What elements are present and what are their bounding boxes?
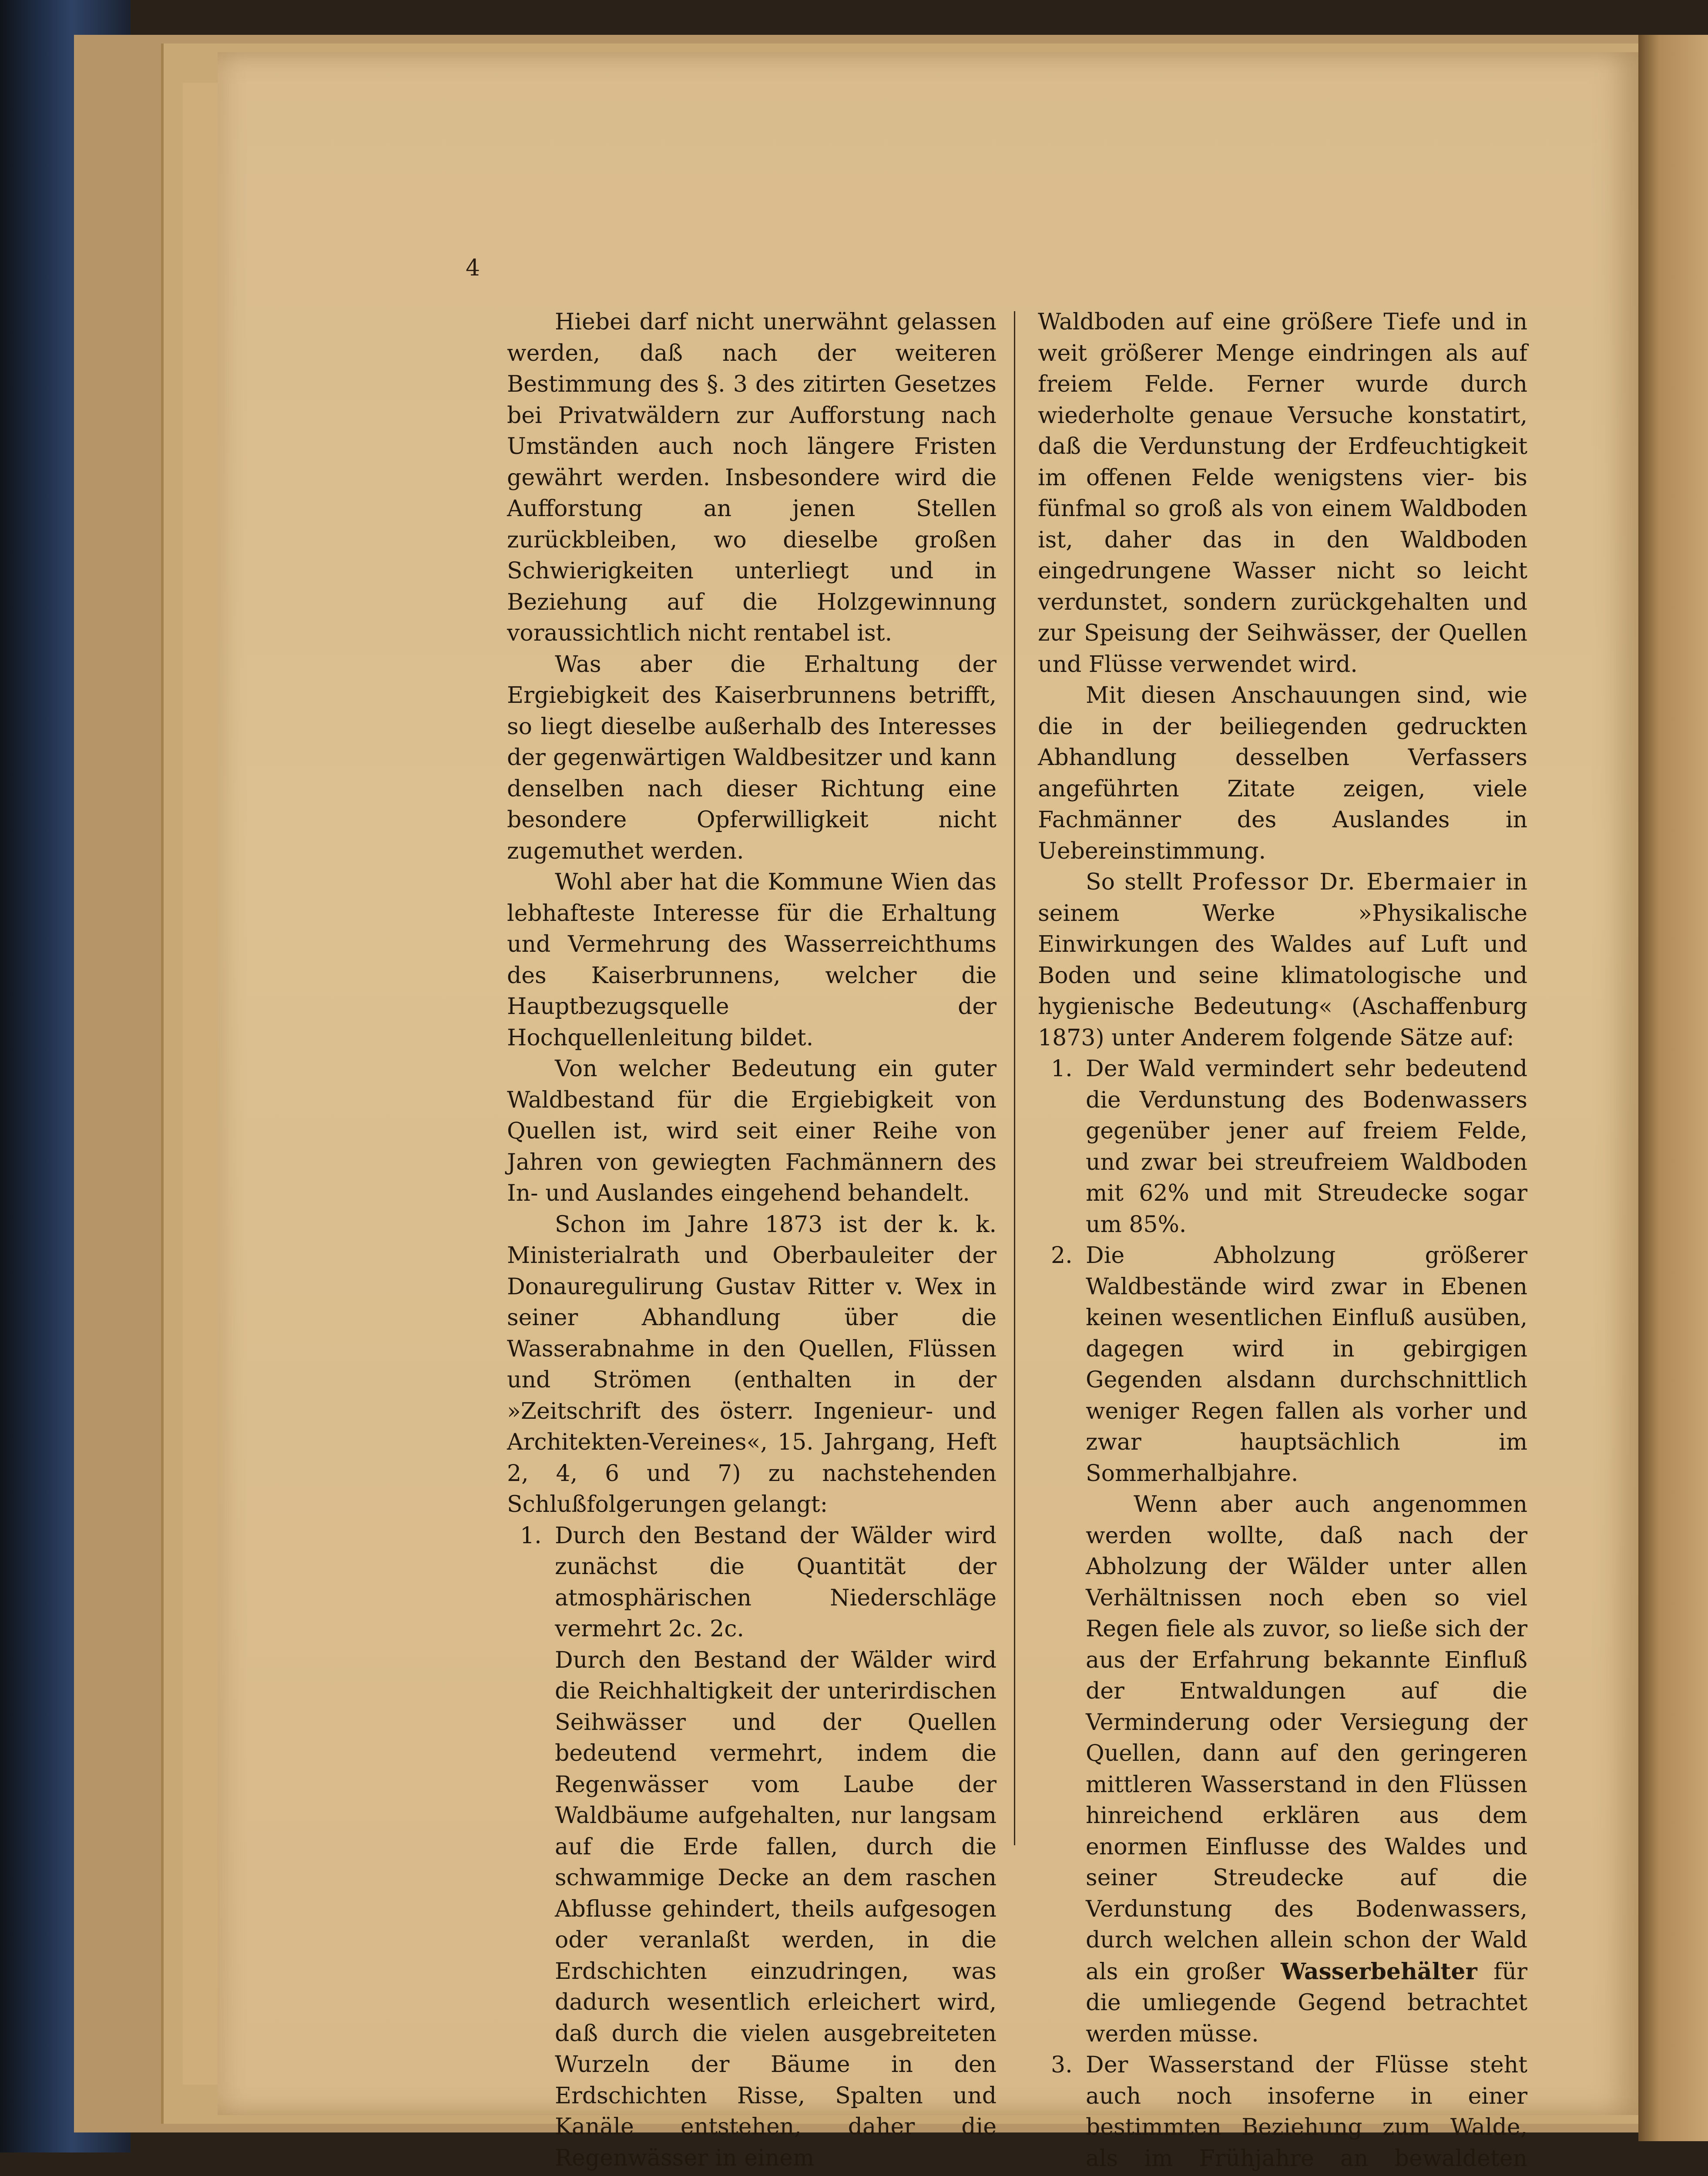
paragraph: Mit diesen Anschauungen sind, wie die in der beiliegenden gedruckten Abhandlung desselben Verfassers angeführten Zitate zeigen, viele Fachmänner des Auslandes in Uebereinstimmung. (1038, 682, 1527, 864)
list-item (1038, 1054, 1527, 1240)
paragraph (1038, 867, 1527, 1054)
paragraph: Wohl aber hat die Kommune Wien das lebhafteste Interesse für die Erhaltung und Vermehrung des Wasserreichthums des Kaiserbrunnens, welcher die Hauptbezugsquelle der Hochquellenleitung bildet. (507, 869, 997, 1051)
right-column (1038, 307, 1527, 2176)
list-item-text: Die Abholzung größerer Waldbestände wird zwar in Ebenen keinen wesentlichen Einfluß ausüben, dagegen wird in gebirgigen Gegenden alsdann durchschnittlich weniger Regen fallen als vorher und zwar hauptsächlich im Sommerhalbjahre. (1086, 1242, 1527, 1487)
emphasis-text: Wasserbehälter (1280, 1958, 1477, 1985)
list-item-number: 1. (520, 1522, 542, 1549)
text-run: So stellt (1086, 869, 1192, 895)
list-item (507, 1521, 997, 1645)
paragraph: Hiebei darf nicht unerwähnt gelassen werden, daß nach der weiteren Bestimmung des §. 3 des zitirten Gesetzes bei Privatwäldern zur Aufforstung nach Umständen auch noch längere Fristen gewährt werden. Insbesondere wird die Aufforstung an jenen Stellen zurückbleiben, wo dieselbe großen Schwierigkeiten unterliegt und in Beziehung auf die Holzgewinnung voraussichtlich nicht rentabel ist. (507, 309, 997, 646)
list-item (1038, 1240, 1527, 1489)
list-item-text: Durch den Bestand der Wälder wird zunächst die Quantität der atmosphärischen Niederschläge vermehrt 2c. 2c. (555, 1522, 997, 1642)
paragraph: Waldboden auf eine größere Tiefe und in weit größerer Menge eindringen als auf freiem Felde. Ferner wurde durch wiederholte genaue Versuche konstatirt, daß die Verdunstung der Erdfeuchtigkeit im offenen Felde wenigstens vier- bis fünfmal so groß als von einem Waldboden ist, daher das in den Waldboden eingedrungene Wasser nicht so leicht verdunstet, sondern zurückgehalten und zur Speisung der Seihwässer, der Quellen und Flüsse verwendet wird. (1038, 309, 1527, 678)
author-name: Professor Dr. Ebermaier (1192, 869, 1496, 895)
list-item-number: 2. (1051, 1242, 1073, 1269)
list-item-continuation (507, 1645, 997, 2174)
page-number: 4 (466, 255, 480, 281)
column-divider (1014, 311, 1015, 1845)
list-item-number: 3. (1051, 2052, 1073, 2078)
list-item (1038, 2050, 1527, 2176)
paragraph (1086, 1489, 1527, 2050)
left-column (507, 307, 997, 2174)
paragraph: Von welcher Bedeutung ein guter Waldbestand für die Ergiebigkeit von Quellen ist, wird seit einer Reihe von Jahren von gewiegten Fachmännern des In- und Auslandes eingehend behandelt. (507, 1056, 997, 1206)
list-item-continuation (1038, 1489, 1527, 2050)
paragraph: Schon im Jahre 1873 ist der k. k. Ministerialrath und Oberbauleiter der Donauregulirung Gustav Ritter v. Wex in seiner Abhandlung über die Wasserabnahme in den Quellen, Flüssen und Strömen (enthalten in der »Zeitschrift des österr. Ingenieur- und Architekten-Vereines«, 15. Jahrgang, Heft 2, 4, 6 und 7) zu nachstehenden Schlußfolgerungen gelangt: (507, 1211, 997, 1518)
text-run: für die umliegende Gegend betrachtet werden müsse. (1086, 1958, 1527, 2047)
text-run: in seinem Werke »Physikalische Einwirkungen des Waldes auf Luft und Boden und seine klimatologische und hygienische Bedeutung« (Aschaffenburg 1873) unter Anderem folgende Sätze auf: (1038, 869, 1527, 1051)
facing-page-edge (1638, 35, 1708, 2141)
list-item-text: Der Wald vermindert sehr bedeutend die Verdunstung des Bodenwassers gegenüber jener auf freiem Felde, und zwar bei streufreiem Waldboden mit 62% und mit Streudecke sogar um 85%. (1086, 1056, 1527, 1238)
paragraph: Durch den Bestand der Wälder wird die Reichhaltigkeit der unterirdischen Seihwässer und der Quellen bedeutend vermehrt, indem die Regenwässer vom Laube der Waldbäume aufgehalten, nur langsam auf die Erde fallen, durch die schwammige Decke an dem raschen Abflusse gehindert, theils aufgesogen oder veranlaßt werden, in die Erdschichten einzudringen, was dadurch wesentlich erleichert wird, daß durch die vielen ausgebreiteten Wurzeln der Bäume in den Erdschichten Risse, Spalten und Kanäle entstehen, daher die Regenwässer in einem (555, 1647, 997, 2171)
list-item-number: 1. (1051, 1056, 1073, 1082)
text-run: Wenn aber auch angenommen werden wollte, daß nach der Abholzung der Wälder unter allen Verhältnissen noch eben so viel Regen fiele als zuvor, so ließe sich der aus der Erfahrung bekannte Einfluß der Entwaldungen auf die Verminderung oder Versiegung der Quellen, dann auf den geringeren mittleren Wasserstand in den Flüssen hinreichend erklären aus dem enormen Einflusse des Waldes und seiner Streudecke auf die Verdunstung des Bodenwassers, durch welchen allein schon der Wald als ein großer (1086, 1491, 1527, 1985)
list-item-text: Der Wasserstand der Flüsse steht auch noch insoferne in einer bestimmten Beziehung zum Walde, als im Frühjahre an bewaldeten (1086, 2052, 1527, 2172)
paragraph: Was aber die Erhaltung der Ergiebigkeit des Kaiserbrunnens betrifft, so liegt dieselbe außerhalb des Interesses der gegenwärtigen Waldbesitzer und kann denselben nach dieser Richtung eine besondere Opferwilligkeit nicht zugemuthet werden. (507, 651, 997, 864)
